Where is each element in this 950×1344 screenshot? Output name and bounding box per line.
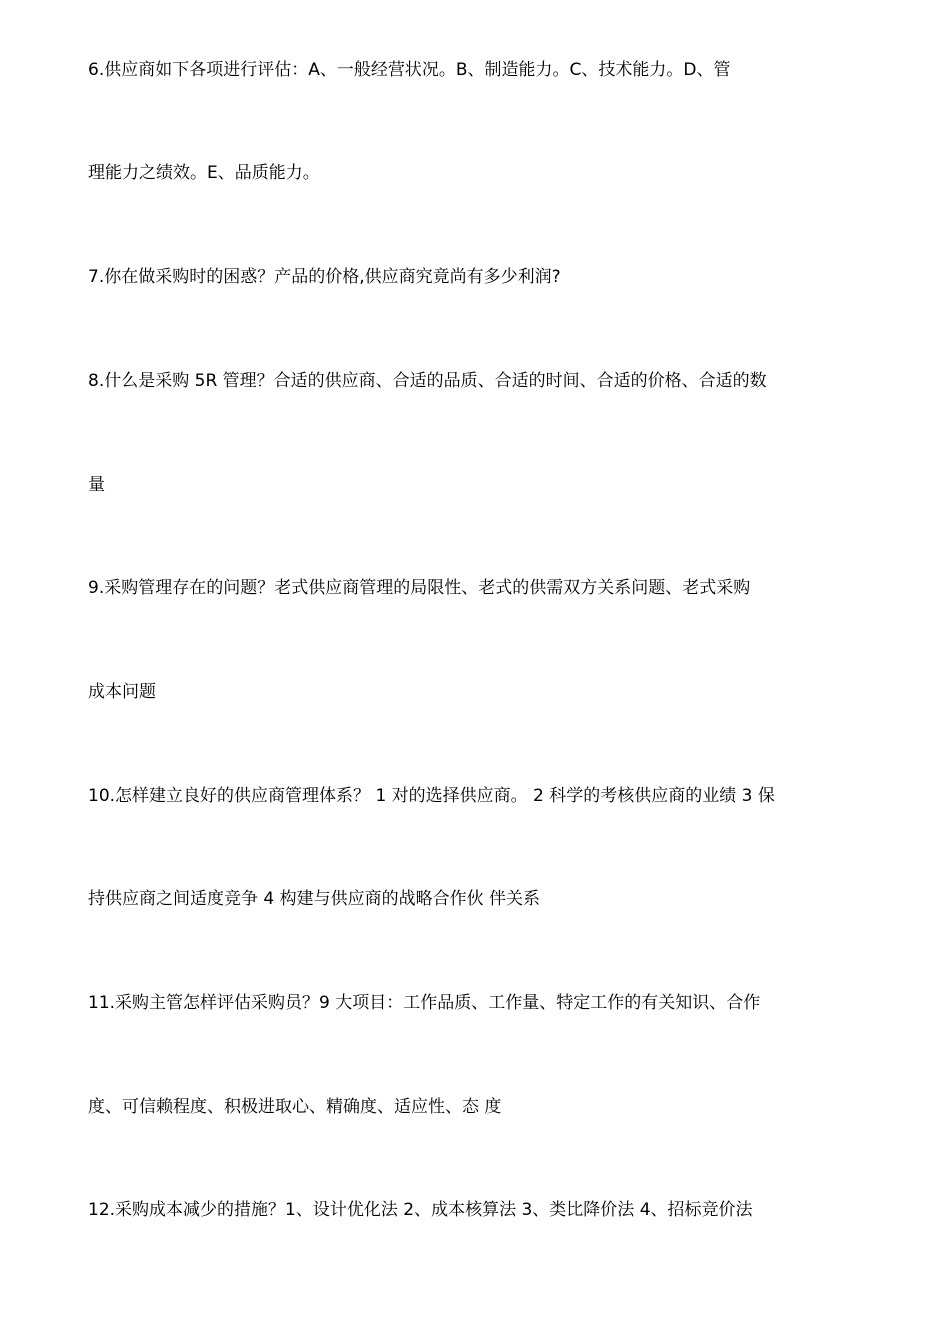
text-line: 7.你在做采购时的困惑？产品的价格,供应商究竟尚有多少利润? — [88, 267, 561, 287]
text-line: 度、可信赖程度、积极进取心、精确度、适应性、态 度 — [88, 1097, 502, 1117]
text-line: 理能力之绩效。E、品质能力。 — [88, 163, 320, 183]
text-line: 11.采购主管怎样评估采购员？9 大项目：工作品质、工作量、特定工作的有关知识、合作 — [88, 993, 761, 1013]
text-line: 12.采购成本减少的措施？1、设计优化法 2、成本核算法 3、类比降价法 4、招标竞价法 — [88, 1200, 753, 1220]
text-line: 8.什么是采购 5R 管理？合适的供应商、合适的品质、合适的时间、合适的价格、合适的数 — [88, 371, 767, 391]
text-line: 9.采购管理存在的问题？老式供应商管理的局限性、老式的供需双方关系问题、老式采购 — [88, 578, 751, 598]
text-line: 持供应商之间适度竞争 4 构建与供应商的战略合作伙 伴关系 — [88, 889, 541, 909]
text-line: 量 — [88, 475, 105, 495]
text-line: 10.怎样建立良好的供应商管理体系？ 1 对的选择供应商。 2 科学的考核供应商的业绩 3 保 — [88, 786, 775, 806]
text-line: 成本问题 — [88, 682, 156, 702]
text-line: 6.供应商如下各项进行评估：A、一般经营状况。B、制造能力。C、技术能力。D、管 — [88, 60, 731, 80]
